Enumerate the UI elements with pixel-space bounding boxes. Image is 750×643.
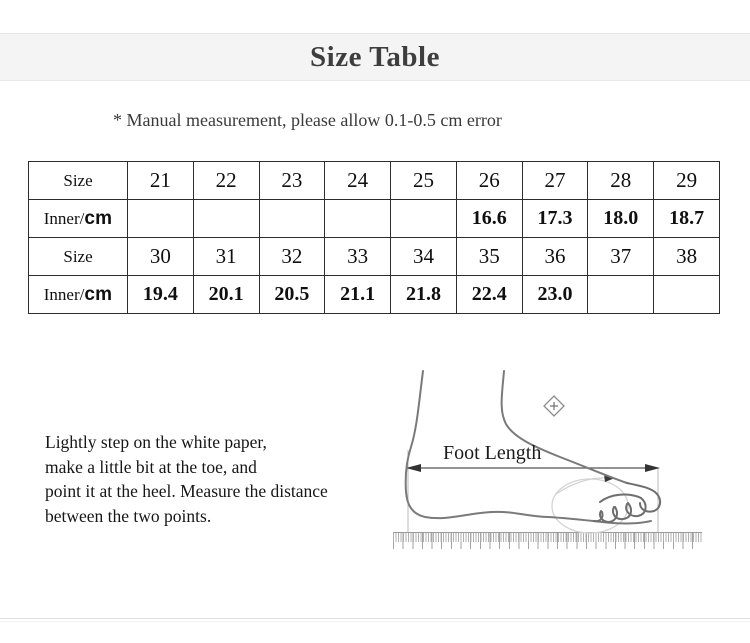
instruction-line: make a little bit at the toe, and	[45, 456, 257, 477]
ankle-instep-line	[502, 371, 627, 483]
instruction-line: between the two points.	[45, 505, 212, 526]
table-cell	[128, 200, 194, 238]
table-cell: 16.6	[456, 200, 522, 238]
table-cell: 23	[259, 162, 325, 200]
table-cell: 37	[588, 238, 654, 276]
ball-of-foot-ellipse	[552, 479, 628, 533]
table-cell: 27	[522, 162, 588, 200]
table-cell: 31	[193, 238, 259, 276]
table-cell	[391, 200, 457, 238]
measurement-note: * Manual measurement, please allow 0.1-0.5 cm error	[113, 110, 502, 130]
table-row	[29, 162, 720, 200]
table-row	[29, 276, 720, 314]
table-cell	[588, 276, 654, 314]
table-cell: 18.7	[654, 200, 720, 238]
table-cell: 25	[391, 162, 457, 200]
foot-illustration	[380, 360, 750, 560]
table-cell: 28	[588, 162, 654, 200]
table-cell: 36	[522, 238, 588, 276]
title-band	[0, 33, 750, 81]
table-cell: 20.1	[193, 276, 259, 314]
table-cell: 18.0	[588, 200, 654, 238]
size-table-body	[29, 162, 720, 314]
table-cell: 34	[391, 238, 457, 276]
table-cell: 23.0	[522, 276, 588, 314]
instruction-line: Lightly step on the white paper,	[45, 432, 267, 452]
foot-length-label: Foot Length	[443, 442, 542, 464]
table-cell: 22	[193, 162, 259, 200]
row-label: Size	[29, 238, 128, 276]
table-cell: 24	[325, 162, 391, 200]
table-cell: 17.3	[522, 200, 588, 238]
table-cell: 19.4	[128, 276, 194, 314]
table-cell: 33	[325, 238, 391, 276]
table-cell: 20.5	[259, 276, 325, 314]
measuring-instructions	[45, 430, 385, 528]
table-cell: 29	[654, 162, 720, 200]
table-cell	[193, 200, 259, 238]
row-label: Inner/cm	[29, 200, 128, 238]
bottom-divider-shadow	[0, 621, 750, 622]
table-cell: 30	[128, 238, 194, 276]
page-title: Size Table	[310, 40, 440, 73]
table-cell: 26	[456, 162, 522, 200]
bottom-divider	[0, 618, 750, 619]
table-cell	[325, 200, 391, 238]
table-cell	[654, 276, 720, 314]
foot-sketch-svg	[380, 360, 750, 560]
diamond-compass-icon	[544, 396, 564, 416]
table-cell: 22.4	[456, 276, 522, 314]
table-row	[29, 200, 720, 238]
table-cell	[259, 200, 325, 238]
table-cell: 38	[654, 238, 720, 276]
row-label: Size	[29, 162, 128, 200]
table-row	[29, 238, 720, 276]
table-cell: 35	[456, 238, 522, 276]
table-cell: 32	[259, 238, 325, 276]
size-table	[28, 161, 720, 314]
table-cell: 21.8	[391, 276, 457, 314]
instruction-line: point it at the heel. Measure the distance	[45, 481, 328, 501]
row-label: Inner/cm	[29, 276, 128, 314]
table-cell: 21.1	[325, 276, 391, 314]
table-cell: 21	[128, 162, 194, 200]
